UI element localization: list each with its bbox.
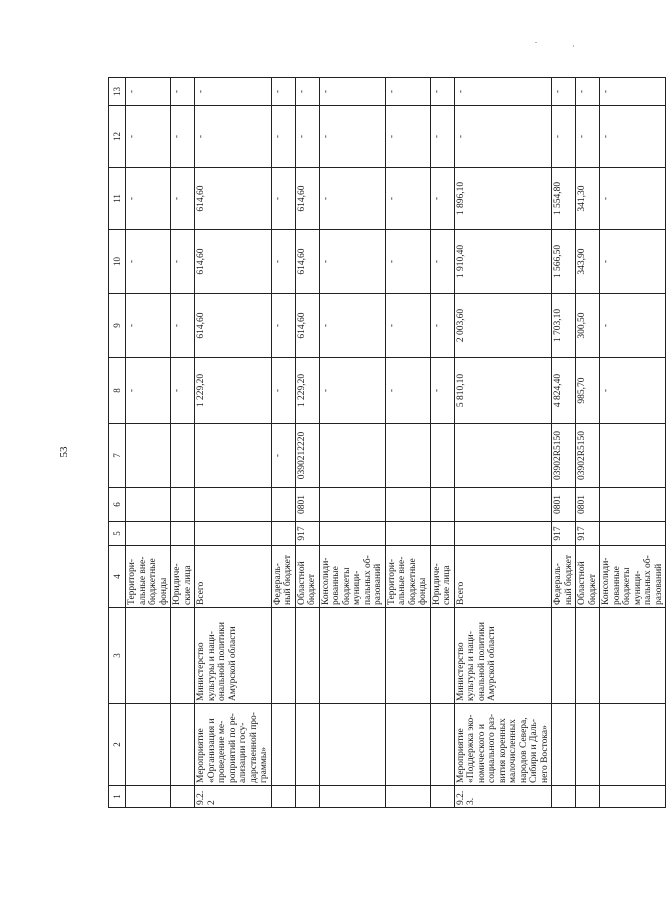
- column-header: 6: [109, 488, 126, 522]
- table-cell: -: [454, 106, 552, 168]
- table-cell: 917: [295, 522, 319, 546]
- table-row: [385, 78, 430, 808]
- table-cell: -: [171, 78, 195, 106]
- column-header: 1: [109, 786, 126, 808]
- table-cell: -: [600, 294, 666, 358]
- table-cell: -: [271, 294, 295, 358]
- table-cell: -: [385, 230, 430, 294]
- table-cell: 614,60: [195, 168, 272, 230]
- table-cell: -: [600, 106, 666, 168]
- table-cell: Областной бюджет: [295, 546, 319, 608]
- table-cell: 917: [576, 522, 600, 546]
- table-cell: [126, 488, 171, 522]
- column-header: 12: [109, 106, 126, 168]
- table-row: [195, 78, 272, 808]
- table-cell: 1 896,10: [454, 168, 552, 230]
- table-cell: -: [126, 78, 171, 106]
- table-cell: [430, 488, 454, 522]
- table-cell: -: [319, 230, 385, 294]
- column-header: 2: [109, 704, 126, 786]
- table-cell: [171, 704, 195, 786]
- table-cell: [271, 704, 295, 786]
- table-cell: -: [430, 358, 454, 424]
- table-cell: 03902R5150: [552, 424, 576, 488]
- table-cell: 1 229,20: [195, 358, 272, 424]
- table-row: [271, 78, 295, 808]
- table-cell: [552, 608, 576, 704]
- table-cell: 5 810,10: [454, 358, 552, 424]
- table-cell: [126, 786, 171, 808]
- table-row: [319, 78, 385, 808]
- header-row: [109, 78, 126, 808]
- table-row: [430, 78, 454, 808]
- table-cell: [385, 608, 430, 704]
- table-cell: -: [295, 78, 319, 106]
- table-cell: -: [195, 78, 272, 106]
- table-cell: [600, 522, 666, 546]
- table-cell: [126, 608, 171, 704]
- table-cell: Юридиче-ские лица: [171, 546, 195, 608]
- table-cell: [319, 424, 385, 488]
- table-cell: 614,60: [295, 168, 319, 230]
- table-cell: -: [385, 294, 430, 358]
- table-cell: -: [552, 106, 576, 168]
- table-cell: -: [271, 78, 295, 106]
- table-cell: [126, 704, 171, 786]
- table-cell: -: [385, 358, 430, 424]
- table-cell: [295, 786, 319, 808]
- table-cell: Областной бюджет: [576, 546, 600, 608]
- table-cell: -: [171, 106, 195, 168]
- table-cell: [171, 424, 195, 488]
- table-cell: -: [171, 168, 195, 230]
- table-cell: -: [271, 168, 295, 230]
- table-cell: -: [171, 230, 195, 294]
- table-cell: -: [600, 78, 666, 106]
- table-cell: [576, 608, 600, 704]
- table-cell: -: [385, 168, 430, 230]
- table-row: [454, 78, 552, 808]
- column-header: 8: [109, 358, 126, 424]
- table-cell: [430, 704, 454, 786]
- table-cell: -: [430, 78, 454, 106]
- table-cell: [319, 608, 385, 704]
- rotated-table-frame: [108, 78, 664, 808]
- table-cell: -: [171, 358, 195, 424]
- table-cell: [295, 608, 319, 704]
- table-cell: 1 910,40: [454, 230, 552, 294]
- table-cell: 2 003,60: [454, 294, 552, 358]
- table-cell: -: [126, 168, 171, 230]
- table-cell: -: [600, 230, 666, 294]
- table-cell: Мероприятие «Организация и проведение ме-роприятий по ре-ализации госу-дарственной про-граммы»: [195, 704, 272, 786]
- page-number: 53: [58, 446, 70, 458]
- table-cell: Министерство культуры и наци-ональной политики Амурской области: [195, 608, 272, 704]
- column-header: 5: [109, 522, 126, 546]
- table-cell: [171, 522, 195, 546]
- column-header: 7: [109, 424, 126, 488]
- table-cell: [454, 522, 552, 546]
- table-cell: 9.2.2: [195, 786, 272, 808]
- table-cell: -: [271, 106, 295, 168]
- table-cell: [385, 786, 430, 808]
- table-cell: -: [430, 106, 454, 168]
- table-cell: [319, 704, 385, 786]
- table-cell: [195, 488, 272, 522]
- table-cell: -: [126, 230, 171, 294]
- column-header: 3: [109, 608, 126, 704]
- table-cell: Всего: [454, 546, 552, 608]
- table-cell: Федераль-ный бюджет: [552, 546, 576, 608]
- scan-mark: ·: [572, 42, 575, 51]
- table-cell: -: [576, 78, 600, 106]
- table-cell: 614,60: [195, 230, 272, 294]
- table-cell: -: [126, 294, 171, 358]
- table-cell: [271, 488, 295, 522]
- table-cell: 985,70: [576, 358, 600, 424]
- table-cell: 4 824,40: [552, 358, 576, 424]
- table-cell: [600, 704, 666, 786]
- table-cell: [576, 786, 600, 808]
- table-cell: 9.2.3.: [454, 786, 552, 808]
- table-cell: -: [385, 106, 430, 168]
- table-cell: [430, 608, 454, 704]
- table-cell: 1 229,20: [295, 358, 319, 424]
- table-cell: [385, 704, 430, 786]
- table-cell: -: [552, 78, 576, 106]
- table-cell: [430, 786, 454, 808]
- table-cell: Юридиче-ские лица: [430, 546, 454, 608]
- table-cell: -: [430, 168, 454, 230]
- table-cell: [295, 704, 319, 786]
- scan-mark: .: [535, 36, 537, 45]
- table-cell: 1 554,80: [552, 168, 576, 230]
- table-cell: Территори-альные вне-бюджетные фонды: [126, 546, 171, 608]
- table-cell: [552, 704, 576, 786]
- table-cell: 1 566,50: [552, 230, 576, 294]
- table-cell: [126, 424, 171, 488]
- table-cell: [454, 424, 552, 488]
- column-header: 11: [109, 168, 126, 230]
- table-cell: 614,60: [295, 230, 319, 294]
- table-cell: [552, 786, 576, 808]
- budget-table: [108, 77, 666, 808]
- table-cell: 343,90: [576, 230, 600, 294]
- table-cell: Федераль-ный бюджет: [271, 546, 295, 608]
- table-cell: 341,30: [576, 168, 600, 230]
- table-cell: [600, 424, 666, 488]
- rotated-table-content: [108, 78, 664, 808]
- column-header: 4: [109, 546, 126, 608]
- table-cell: -: [319, 78, 385, 106]
- table-cell: -: [195, 106, 272, 168]
- table-cell: [171, 786, 195, 808]
- table-cell: [195, 522, 272, 546]
- table-cell: 614,60: [295, 294, 319, 358]
- table-row: [295, 78, 319, 808]
- table-cell: Территори-альные вне-бюджетные фонды: [385, 546, 430, 608]
- table-cell: -: [600, 168, 666, 230]
- table-row: [171, 78, 195, 808]
- table-row: [552, 78, 576, 808]
- table-cell: -: [454, 78, 552, 106]
- table-cell: [271, 522, 295, 546]
- table-cell: -: [271, 358, 295, 424]
- table-cell: 0801: [552, 488, 576, 522]
- column-header: 10: [109, 230, 126, 294]
- table-cell: -: [271, 230, 295, 294]
- table-cell: -: [319, 294, 385, 358]
- table-cell: 0390212220: [295, 424, 319, 488]
- table-cell: [385, 488, 430, 522]
- table-cell: -: [319, 168, 385, 230]
- table-cell: -: [319, 106, 385, 168]
- table-cell: [319, 786, 385, 808]
- table-cell: Консолиди-рованные бюджеты муници-пальных об-разований: [319, 546, 385, 608]
- table-cell: -: [271, 424, 295, 488]
- table-cell: 1 703,10: [552, 294, 576, 358]
- table-cell: [454, 488, 552, 522]
- table-cell: [430, 424, 454, 488]
- column-header: 9: [109, 294, 126, 358]
- table-cell: Консолиди-рованные бюджеты муници-пальных об-разований: [600, 546, 666, 608]
- table-cell: -: [430, 230, 454, 294]
- table-cell: Министерство культуры и наци-ональной политики Амурской области: [454, 608, 552, 704]
- table-cell: [430, 522, 454, 546]
- table-cell: 03902R5150: [576, 424, 600, 488]
- table-cell: [385, 424, 430, 488]
- table-cell: [600, 786, 666, 808]
- table-cell: [195, 424, 272, 488]
- table-cell: 614,60: [195, 294, 272, 358]
- table-cell: [576, 704, 600, 786]
- table-cell: Мероприятие «Поддержка эко-номического и социального раз-вития коренных малочисленных народов Севера, Сибири и Даль-него Востока»: [454, 704, 552, 786]
- table-cell: -: [126, 358, 171, 424]
- table-cell: [171, 488, 195, 522]
- table-cell: 917: [552, 522, 576, 546]
- table-cell: [385, 522, 430, 546]
- table-cell: -: [385, 78, 430, 106]
- table-cell: -: [295, 106, 319, 168]
- table-cell: -: [126, 106, 171, 168]
- table-cell: -: [600, 358, 666, 424]
- table-cell: 0801: [576, 488, 600, 522]
- table-row: [126, 78, 171, 808]
- table-cell: Всего: [195, 546, 272, 608]
- table-cell: -: [576, 106, 600, 168]
- table-cell: 300,50: [576, 294, 600, 358]
- table-cell: [600, 488, 666, 522]
- table-cell: [319, 488, 385, 522]
- table-cell: [319, 522, 385, 546]
- table-cell: [171, 608, 195, 704]
- table-cell: [600, 608, 666, 704]
- table-cell: [271, 608, 295, 704]
- table-cell: [126, 522, 171, 546]
- table-row: [576, 78, 600, 808]
- table-cell: -: [171, 294, 195, 358]
- table-cell: -: [430, 294, 454, 358]
- table-cell: -: [319, 358, 385, 424]
- table-cell: 0801: [295, 488, 319, 522]
- column-header: 13: [109, 78, 126, 106]
- table-row: [600, 78, 666, 808]
- table-cell: [271, 786, 295, 808]
